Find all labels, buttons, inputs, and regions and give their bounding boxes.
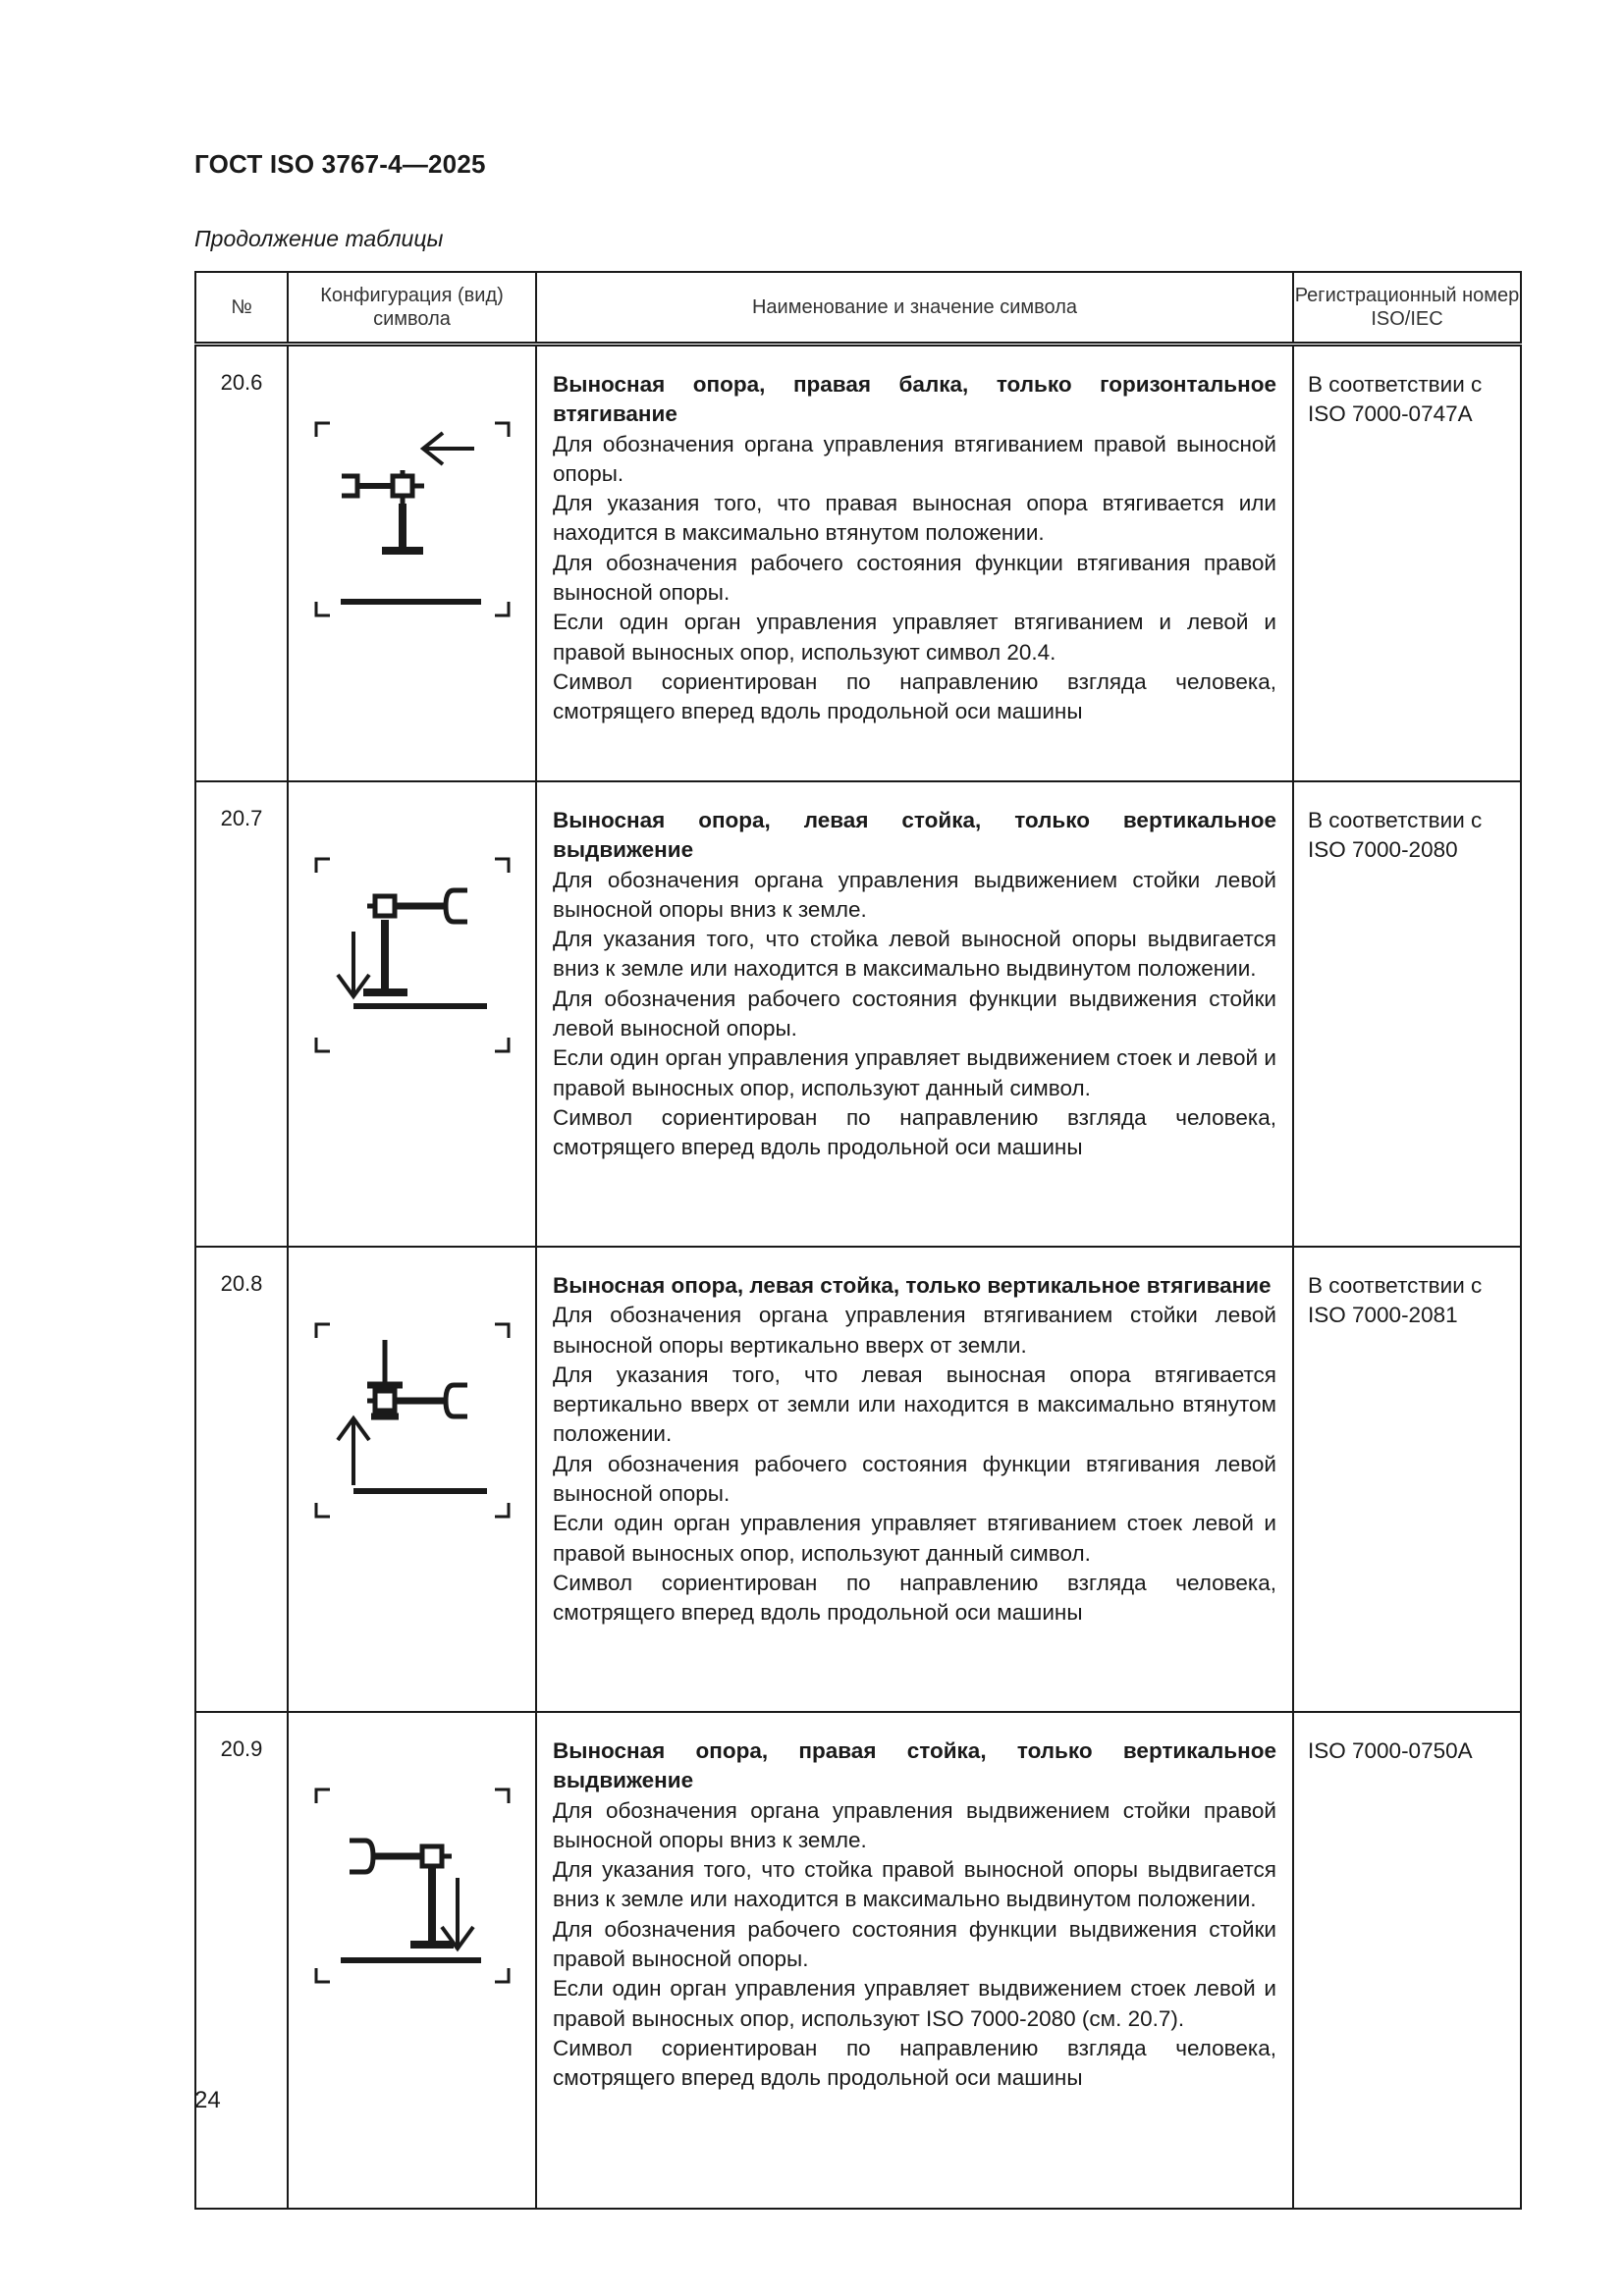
symbols-table — [194, 271, 1522, 2210]
symbol-description — [536, 781, 1293, 1247]
symbol-cell — [288, 345, 536, 782]
symbol-number: 20.7 — [195, 781, 288, 1247]
table-row — [195, 1712, 1521, 2209]
symbol-number: 20.9 — [195, 1712, 288, 2209]
description-paragraph: Символ сориентирован по направлению взгляда человека, смотрящего вперед вдоль продольной оси машины — [553, 1570, 1276, 1626]
table-row — [195, 1247, 1521, 1712]
symbol-description — [536, 1247, 1293, 1712]
description-paragraph: Для указания того, что стойка левой выносной опоры выдвигается вниз к земле или находится в максимально выдвинутом положении. — [553, 927, 1276, 982]
description-paragraph: Для обозначения органа управления втягиванием правой выносной опоры. — [553, 431, 1276, 486]
outrigger-right-beam-retract-icon — [314, 421, 511, 617]
description-paragraph: Для указания того, что левая выносная опора втягивается вертикально вверх от земли или находится в максимально втянутом положении. — [553, 1362, 1276, 1447]
description-paragraph: Для указания того, что стойка правой выносной опоры выдвигается вниз к земле или находится в максимально выдвинутом положении. — [553, 1857, 1276, 1912]
outrigger-left-jack-retract-icon — [314, 1322, 511, 1519]
registration-number: ISO 7000-0750A — [1293, 1712, 1521, 2209]
column-header-number: № — [195, 272, 288, 345]
column-header-registration: Регистрационный номер ISO/IEC — [1293, 272, 1521, 345]
table-continuation-label: Продолжение таблицы — [194, 226, 444, 251]
symbol-number: 20.8 — [195, 1247, 288, 1712]
description-paragraph: Для указания того, что правая выносная опора втягивается или находится в максимально втянутом положении. — [553, 491, 1276, 546]
registration-number: В соответствии с ISO 7000-2080 — [1293, 781, 1521, 1247]
outrigger-right-jack-extend-icon — [314, 1788, 511, 1984]
description-paragraph: Символ сориентирован по направлению взгляда человека, смотрящего вперед вдоль продольной оси машины — [553, 1104, 1276, 1160]
symbol-cell — [288, 1247, 536, 1712]
table-header-row — [195, 272, 1521, 345]
registration-number: В соответствии с ISO 7000-2081 — [1293, 1247, 1521, 1712]
symbol-cell — [288, 781, 536, 1247]
registration-number: В соответствии с ISO 7000-0747A — [1293, 345, 1521, 782]
table-row — [195, 345, 1521, 782]
description-paragraph: Для обозначения органа управления выдвижением стойки левой выносной опоры вниз к земле. — [553, 867, 1276, 922]
symbol-title: Выносная опора, левая стойка, только вертикальное выдвижение — [553, 808, 1276, 863]
symbol-description — [536, 345, 1293, 782]
description-paragraph: Если один орган управления управляет выдвижением стоек левой и правой выносных опор, используют ISO 7000-2080 (см. 20.7). — [553, 1976, 1276, 2031]
symbol-title: Выносная опора, правая балка, только горизонтальное втягивание — [553, 372, 1276, 427]
symbol-number: 20.6 — [195, 345, 288, 782]
description-paragraph: Для обозначения рабочего состояния функции выдвижения стойки правой выносной опоры. — [553, 1916, 1276, 1972]
description-paragraph: Символ сориентирован по направлению взгляда человека, смотрящего вперед вдоль продольной оси машины — [553, 2035, 1276, 2091]
description-paragraph: Для обозначения рабочего состояния функции втягивания правой выносной опоры. — [553, 550, 1276, 606]
outrigger-left-jack-extend-icon — [314, 857, 511, 1053]
symbol-cell — [288, 1712, 536, 2209]
description-paragraph: Если один орган управления управляет втягиванием и левой и правой выносных опор, используют символ 20.4. — [553, 610, 1276, 665]
description-paragraph: Для обозначения рабочего состояния функции втягивания левой выносной опоры. — [553, 1451, 1276, 1507]
description-paragraph: Для обозначения органа управления выдвижением стойки правой выносной опоры вниз к земле. — [553, 1797, 1276, 1852]
description-paragraph: Символ сориентирован по направлению взгляда человека, смотрящего вперед вдоль продольной оси машины — [553, 668, 1276, 724]
symbol-description — [536, 1712, 1293, 2209]
page-number: 24 — [194, 2087, 221, 2113]
symbol-title: Выносная опора, левая стойка, только вертикальное втягивание — [553, 1273, 1272, 1298]
description-paragraph: Для обозначения органа управления втягиванием стойки левой выносной опоры вертикально вверх от земли. — [553, 1303, 1276, 1358]
description-paragraph: Если один орган управления управляет втягиванием стоек левой и правой выносных опор, используют данный символ. — [553, 1511, 1276, 1566]
symbol-title: Выносная опора, правая стойка, только вертикальное выдвижение — [553, 1738, 1276, 1793]
table-row — [195, 781, 1521, 1247]
column-header-name: Наименование и значение символа — [536, 272, 1293, 345]
document-code: ГОСТ ISO 3767-4—2025 — [194, 149, 486, 179]
description-paragraph: Для обозначения рабочего состояния функции выдвижения стойки левой выносной опоры. — [553, 986, 1276, 1041]
description-paragraph: Если один орган управления управляет выдвижением стоек и левой и правой выносных опор, используют данный символ. — [553, 1045, 1276, 1100]
column-header-configuration: Конфигурация (вид) символа — [288, 272, 536, 345]
